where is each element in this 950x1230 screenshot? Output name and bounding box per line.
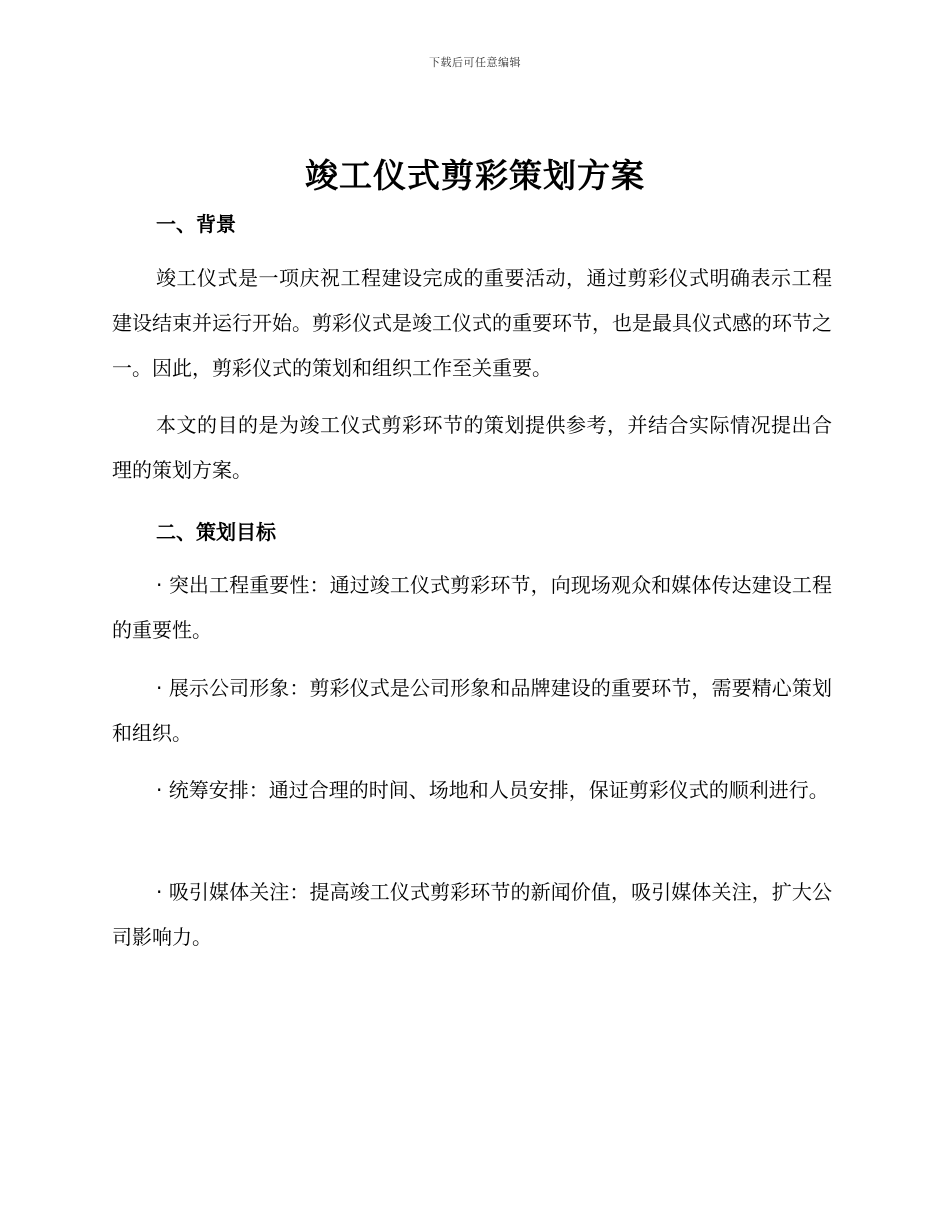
list-item-goal-4: · 吸引媒体关注：提高竣工仪式剪彩环节的新闻价值，吸引媒体关注，扩大公司影响力。 bbox=[112, 880, 832, 949]
list-item-goal-2: · 展示公司形象：剪彩仪式是公司形象和品牌建设的重要环节，需要精心策划和组织。 bbox=[112, 676, 832, 745]
section-heading-background: 一、背景 bbox=[156, 212, 236, 236]
list-item-goal-3: · 统筹安排：通过合理的时间、场地和人员安排，保证剪彩仪式的顺利进行。 bbox=[156, 778, 829, 802]
document-title: 竣工仪式剪彩策划方案 bbox=[305, 156, 645, 195]
page-header-note: 下载后可任意编辑 bbox=[429, 56, 521, 69]
paragraph-background-1: 竣工仪式是一项庆祝工程建设完成的重要活动，通过剪彩仪式明确表示工程建设结束并运行开始。剪彩仪式是竣工仪式的重要环节，也是最具仪式感的环节之一。因此，剪彩仪式的策划和组织工作至关重要。 bbox=[112, 266, 832, 380]
list-item-goal-1: · 突出工程重要性：通过竣工仪式剪彩环节，向现场观众和媒体传达建设工程的重要性。 bbox=[112, 573, 832, 642]
section-heading-goals: 二、策划目标 bbox=[156, 520, 276, 544]
paragraph-background-2: 本文的目的是为竣工仪式剪彩环节的策划提供参考，并结合实际情况提出合理的策划方案。 bbox=[112, 413, 832, 482]
